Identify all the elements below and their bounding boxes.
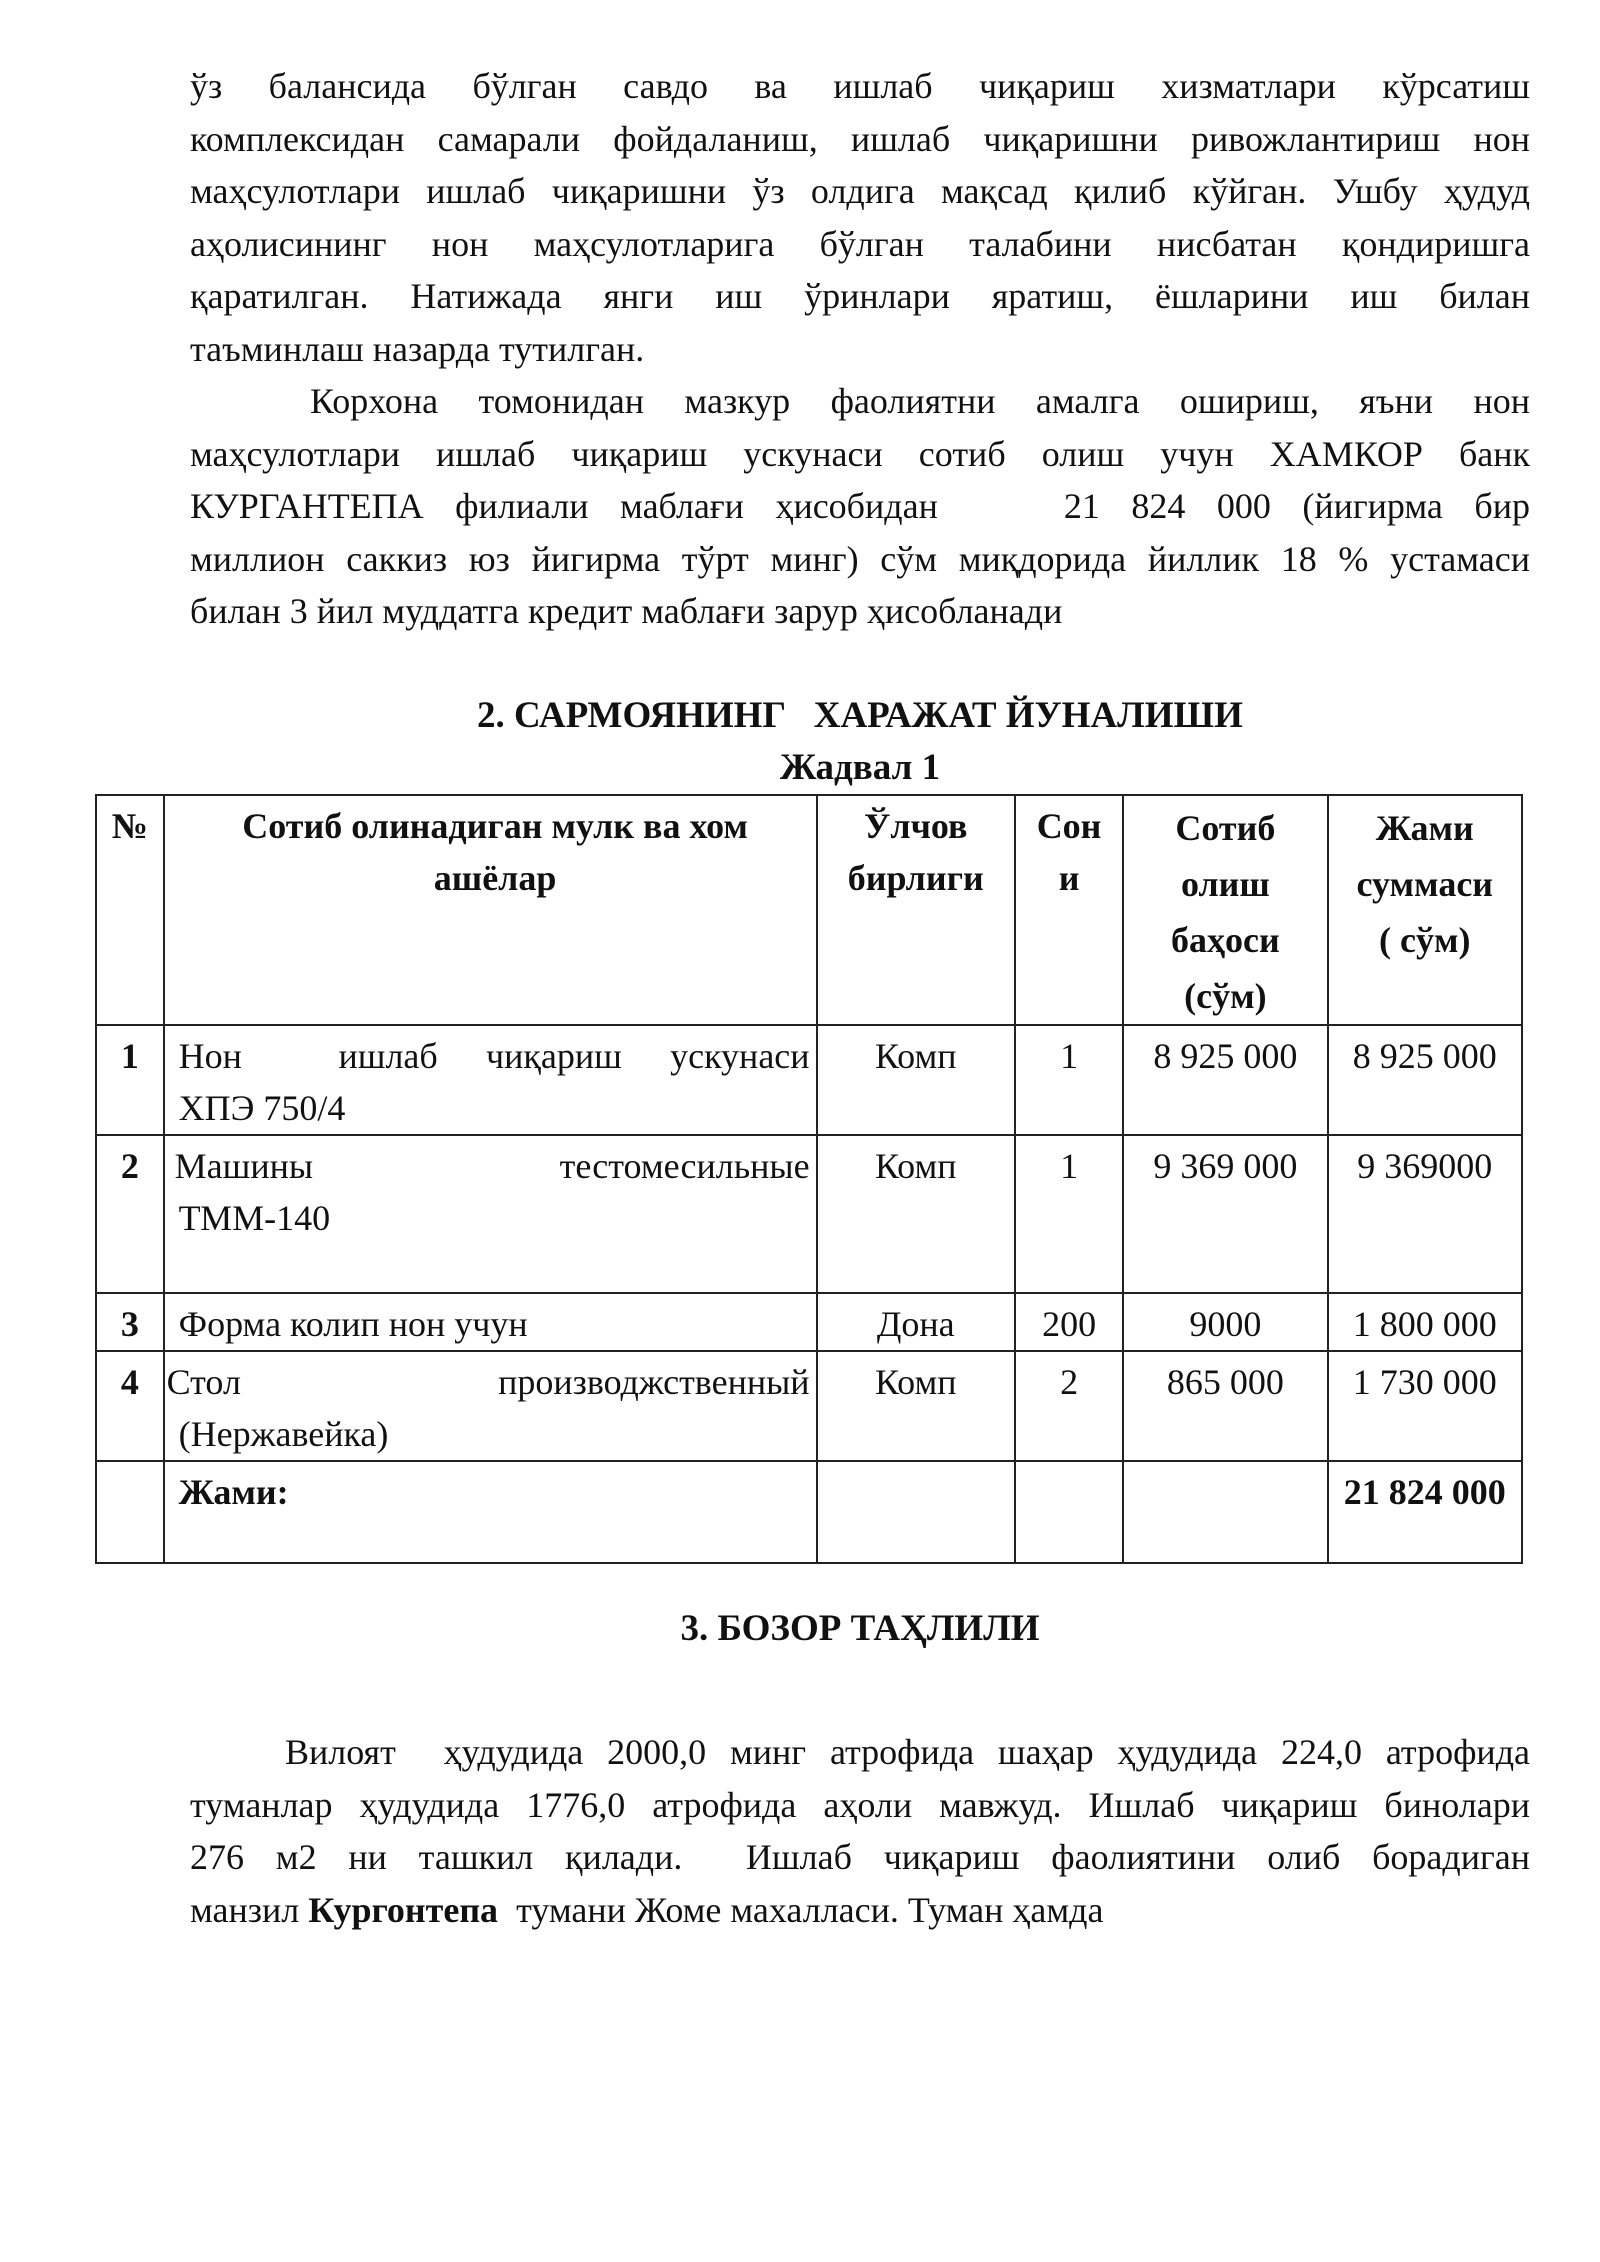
text-line: қаратилган. Натижада янги иш ўринлари яратиш, ёшларини иш билан xyxy=(190,276,1530,316)
paragraph-intro xyxy=(190,60,1530,375)
total-value: 21 824 000 xyxy=(1328,1461,1522,1563)
row-qty: 2 xyxy=(1015,1351,1123,1461)
row-price: 9000 xyxy=(1123,1293,1327,1351)
table-row xyxy=(96,1025,1522,1135)
header-qty: Сон и xyxy=(1015,795,1123,1025)
text-line: миллион саккиз юз йигирма тўрт минг) сўм миқдорида йиллик 18 % устамаси xyxy=(190,538,1530,579)
text-line: комплексидан самарали фойдаланиш, ишлаб чиқаришни ривожлантириш нон xyxy=(190,118,1530,159)
row-price: 8 925 000 xyxy=(1123,1025,1327,1135)
row-unit: Комп xyxy=(817,1351,1015,1461)
row-num: 1 xyxy=(96,1025,164,1135)
row-num: 3 xyxy=(96,1293,164,1351)
table-caption: Жадвал 1 xyxy=(779,747,941,788)
text-line: Корхона томонидан мазкур фаолиятни амалга ошириш, яъни нон xyxy=(310,381,1530,421)
row-price: 9 369 000 xyxy=(1123,1135,1327,1293)
row-total: 8 925 000 xyxy=(1328,1025,1522,1135)
text-line: 276 м2 ни ташкил қилади. Ишлаб чиқариш фаолиятини олиб борадиган xyxy=(190,1837,1530,1877)
section-3-title: 3. БОЗОР ТАҲЛИЛИ xyxy=(680,1608,1040,1649)
text-line: КУРГАНТЕПА филиали маблағи ҳисобидан 21 824 000 (йигирма бир xyxy=(190,486,1530,526)
row-price: 865 000 xyxy=(1123,1351,1327,1461)
row-unit: Дона xyxy=(817,1293,1015,1351)
total-price-cell xyxy=(1123,1461,1327,1563)
table-total-row xyxy=(96,1461,1522,1563)
district-name: Кургонтепа xyxy=(308,1889,499,1930)
paragraph-credit xyxy=(190,375,1530,638)
text-line: ўз балансида бўлган савдо ва ишлаб чиқариш хизматлари кўрсатиш xyxy=(190,66,1530,106)
row-num: 2 xyxy=(96,1135,164,1293)
row-name: Нон ишлаб чиқариш ускунаси ХПЭ 750/4 xyxy=(164,1025,817,1135)
text-line: билан 3 йил муддатга кредит маблағи зарур ҳисобланади xyxy=(190,591,1063,631)
total-qty-cell xyxy=(1015,1461,1123,1563)
row-name: Машины тестомесильные ТММ-140 xyxy=(164,1135,817,1293)
row-total: 1 730 000 xyxy=(1328,1351,1522,1461)
row-qty: 1 xyxy=(1015,1025,1123,1135)
paragraph-market xyxy=(190,1726,1530,1936)
section-2-title: 2. САРМОЯНИНГ ХАРАЖАТ ЙУНАЛИШИ xyxy=(477,695,1243,736)
text-line: манзил Кургонтепа тумани Жоме махалласи. Туман ҳамда xyxy=(190,1889,1104,1930)
row-num: 4 xyxy=(96,1351,164,1461)
table-row xyxy=(96,1135,1522,1293)
header-num: № xyxy=(96,795,164,1025)
table-row xyxy=(96,1351,1522,1461)
text-line: туманлар ҳудудида 1776,0 атрофида аҳоли мавжуд. Ишлаб чиқариш бинолари xyxy=(190,1784,1530,1825)
text-line: таъминлаш назарда тутилган. xyxy=(190,328,645,369)
total-label: Жами: xyxy=(164,1461,817,1563)
row-unit: Комп xyxy=(817,1135,1015,1293)
text-line: маҳсулотлари ишлаб чиқаришни ўз олдига мақсад қилиб кўйган. Ушбу ҳудуд xyxy=(190,171,1530,211)
cost-table xyxy=(95,794,1523,1564)
text-line: Вилоят ҳудудида 2000,0 минг атрофида шаҳар ҳудудида 224,0 атрофида xyxy=(285,1732,1530,1772)
table-row xyxy=(96,1293,1522,1351)
row-qty: 200 xyxy=(1015,1293,1123,1351)
row-total: 9 369000 xyxy=(1328,1135,1522,1293)
text-line: маҳсулотлари ишлаб чиқариш ускунаси сотиб олиш учун ХАМКОР банк xyxy=(190,433,1530,474)
header-price: Сотиб олиш баҳоси (сўм) xyxy=(1123,795,1327,1025)
row-name: Стол производжственный (Нержавейка) xyxy=(164,1351,817,1461)
header-unit: Ўлчов бирлиги xyxy=(817,795,1015,1025)
header-name: Сотиб олинадиган мулк ва хом ашёлар xyxy=(164,795,817,1025)
total-unit-cell xyxy=(817,1461,1015,1563)
total-num-cell xyxy=(96,1461,164,1563)
row-total: 1 800 000 xyxy=(1328,1293,1522,1351)
row-qty: 1 xyxy=(1015,1135,1123,1293)
header-total: Жами суммаси ( сўм) xyxy=(1328,795,1522,1025)
table-header-row xyxy=(96,795,1522,1025)
row-name: Форма колип нон учун xyxy=(164,1293,817,1351)
text-line: аҳолисининг нон маҳсулотларига бўлган талабини нисбатан қондиришга xyxy=(190,223,1530,264)
row-unit: Комп xyxy=(817,1025,1015,1135)
